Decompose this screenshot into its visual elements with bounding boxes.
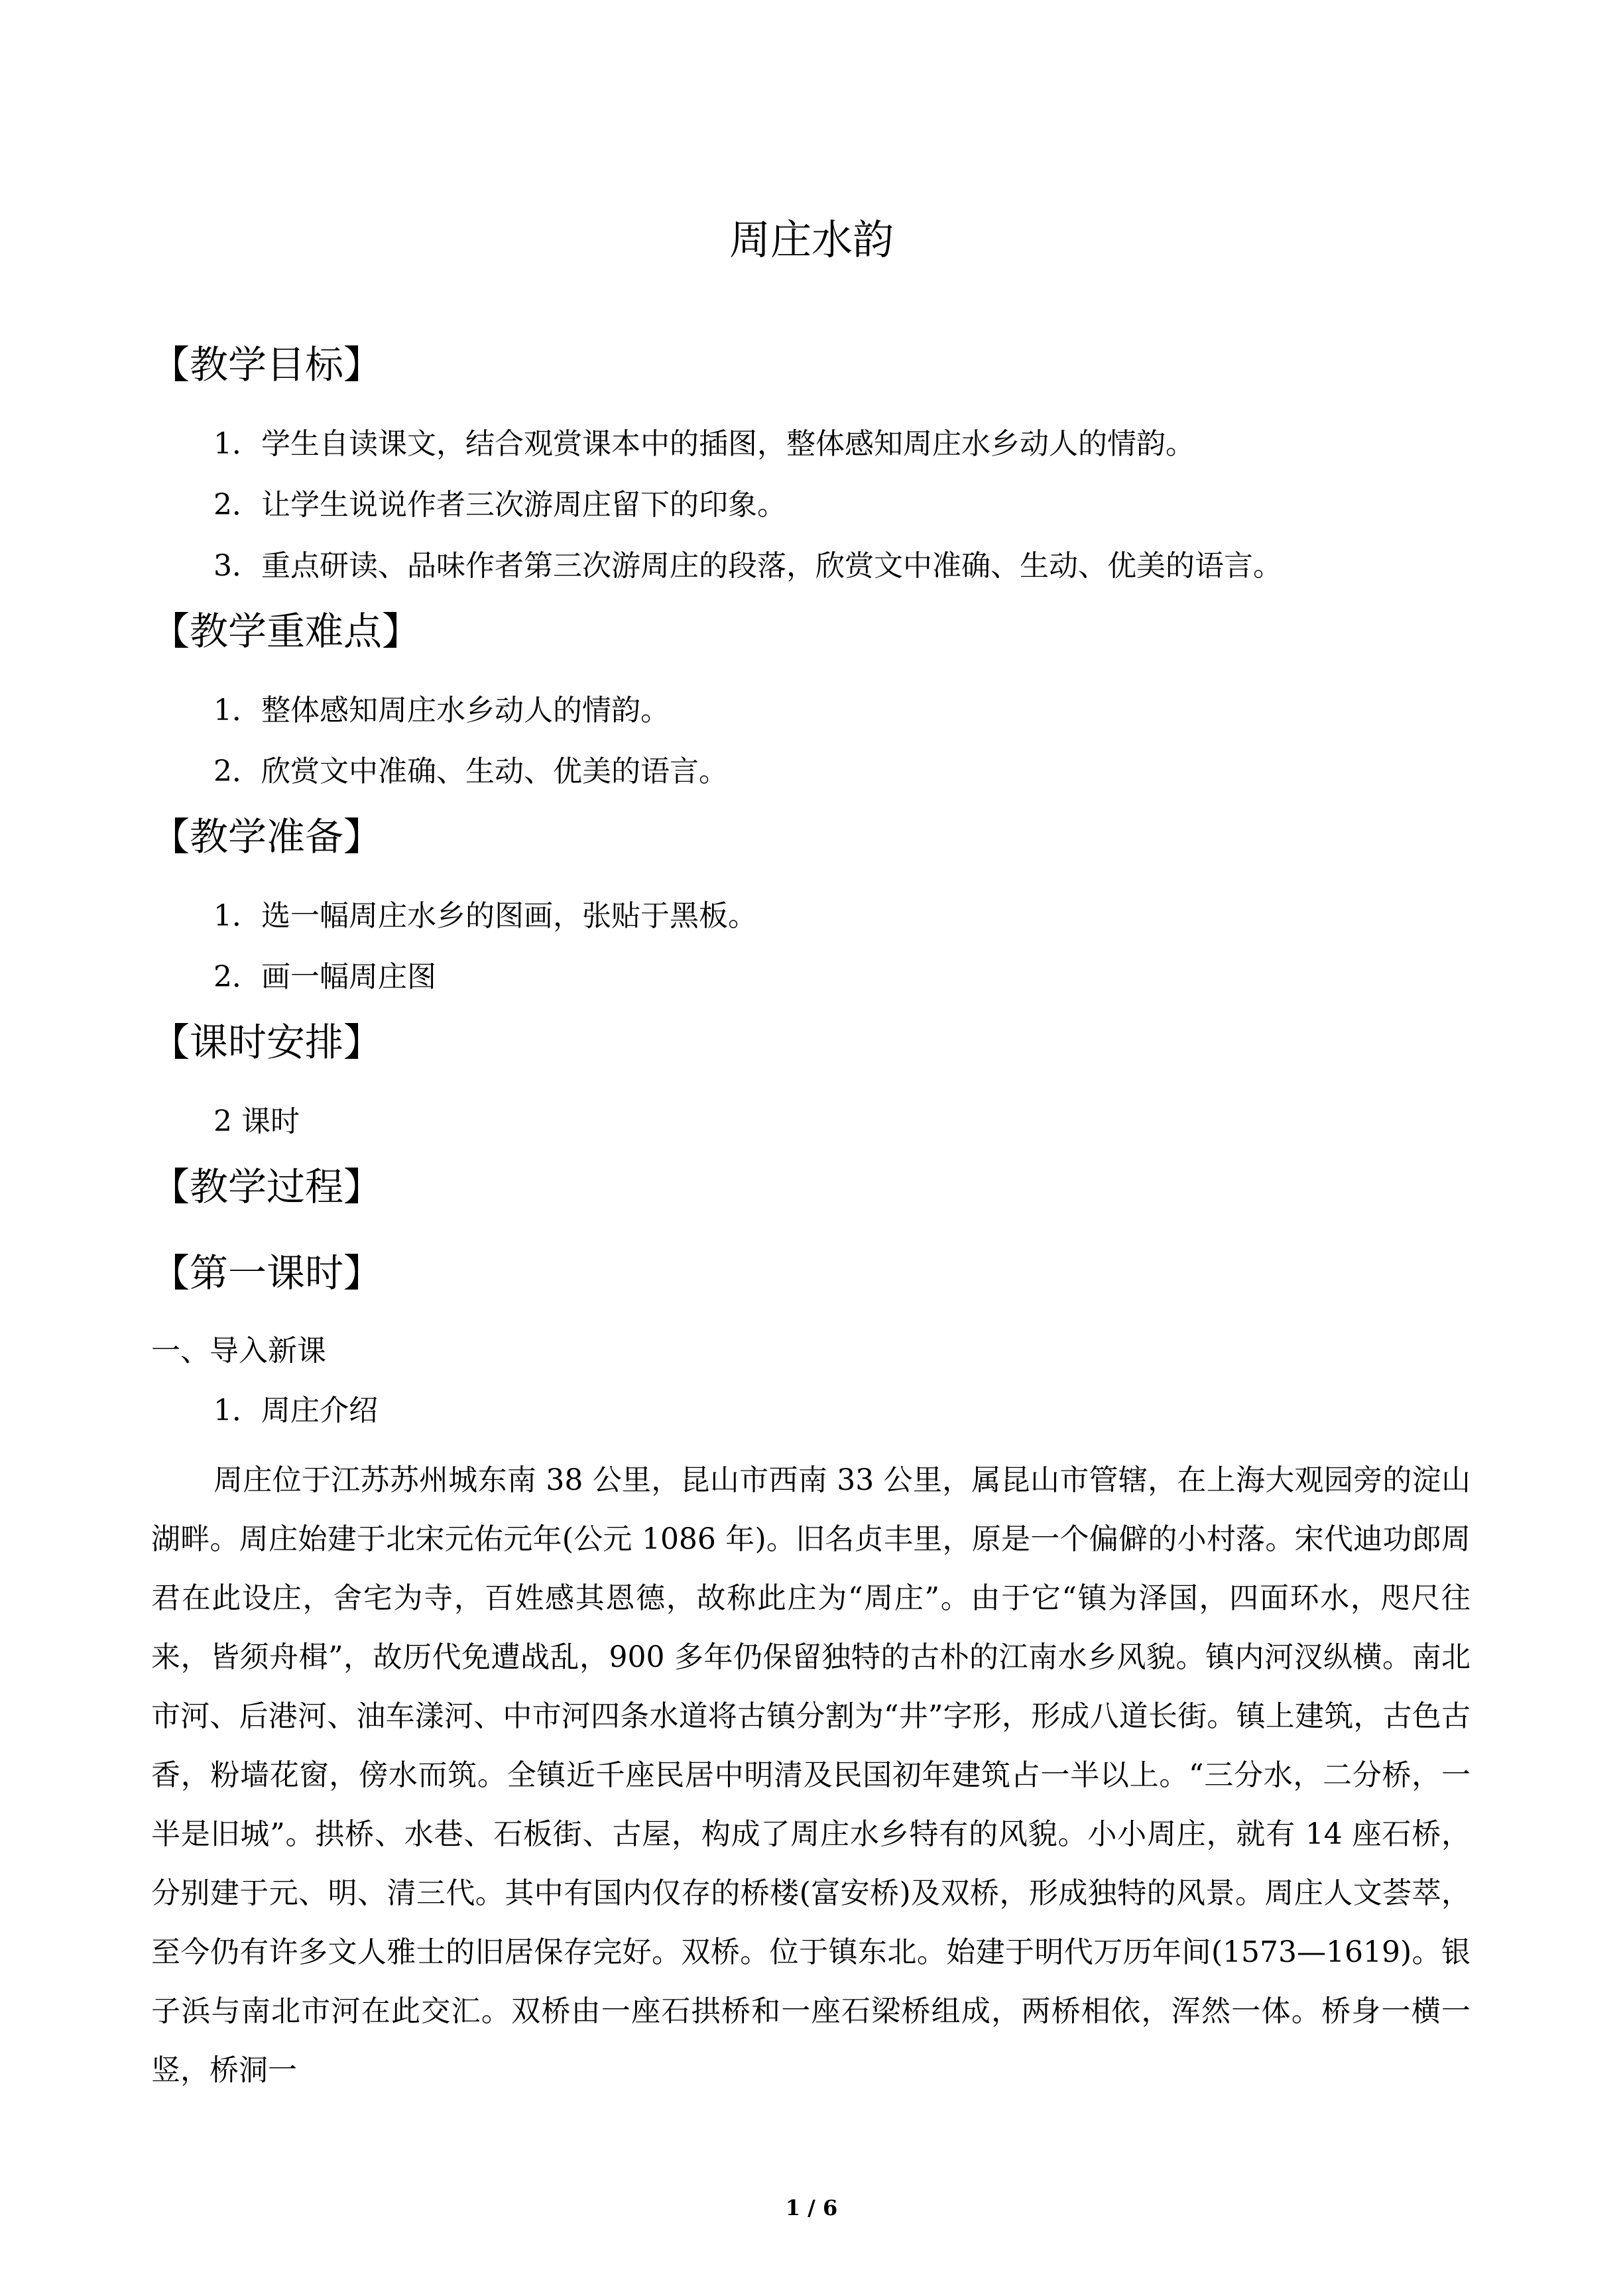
objective-item-2: 2．让学生说说作者三次游周庄留下的印象。 bbox=[213, 488, 786, 522]
document-title: 周庄水韵 bbox=[729, 215, 894, 264]
schedule-value: 2 课时 bbox=[213, 1105, 300, 1138]
heading-lesson-one: 【第一课时】 bbox=[151, 1250, 383, 1296]
heading-process: 【教学过程】 bbox=[151, 1164, 383, 1209]
key-point-item-1: 1．整体感知周庄水乡动人的情韵。 bbox=[213, 694, 670, 727]
sub-title-zhouzhuang-intro: 1．周庄介绍 bbox=[213, 1394, 378, 1427]
intro-paragraph: 周庄位于江苏苏州城东南 38 公里，昆山市西南 33 公里，属昆山市管辖，在上海大观园旁的淀山湖畔。周庄始建于北宋元佑元年(公元 1086 年)。旧名贞丰里，原是一个偏僻的小村落。宋代迪功郎周君在此设庄，舍宅为寺，百姓感其恩德，故称此庄为“周庄”。由于它“镇为泽国，四面环水，咫尺往来，皆须舟楫”，故历代免遭战乱，900 多年仍保留独特的古朴的江南水乡风貌。镇内河汊纵横。南北市河、后港河、油车漾河、中市河四条水道将古镇分割为“井”字形，形成八道长街。镇上建筑，古色古香，粉墙花窗，傍水而筑。全镇近千座民居中明清及民国初年建筑占一半以上。“三分水，二分桥，一半是旧城”。拱桥、水巷、石板街、古屋，构成了周庄水乡特有的风貌。小小周庄，就有 14 座石桥，分别建于元、明、清三代。其中有国内仅存的桥楼(富安桥)及双桥，形成独特的风景。周庄人文荟萃，至今仍有许多文人雅士的旧居保存完好。双桥。位于镇东北。始建于明代万历年间(1573—1619)。银子浜与南北市河在此交汇。双桥由一座石拱桥和一座石梁桥组成，两桥相依，浑然一体。桥身一横一竖，桥洞一 bbox=[151, 1463, 1471, 2087]
part-title-intro: 一、导入新课 bbox=[151, 1334, 326, 1368]
heading-preparation: 【教学准备】 bbox=[151, 814, 383, 859]
preparation-item-2: 2．画一幅周庄图 bbox=[213, 960, 436, 994]
heading-objectives: 【教学目标】 bbox=[151, 342, 383, 387]
page-number: 1 / 6 bbox=[785, 2195, 838, 2220]
heading-schedule: 【课时安排】 bbox=[151, 1020, 383, 1065]
preparation-item-1: 1．选一幅周庄水乡的图画，张贴于黑板。 bbox=[213, 899, 757, 933]
objective-item-3: 3．重点研读、品味作者第三次游周庄的段落，欣赏文中准确、生动、优美的语言。 bbox=[213, 549, 1282, 583]
heading-key-points: 【教学重难点】 bbox=[151, 609, 421, 654]
key-point-item-2: 2．欣赏文中准确、生动、优美的语言。 bbox=[213, 755, 728, 788]
objective-item-1: 1．学生自读课文，结合观赏课本中的插图，整体感知周庄水乡动人的情韵。 bbox=[213, 427, 1195, 461]
